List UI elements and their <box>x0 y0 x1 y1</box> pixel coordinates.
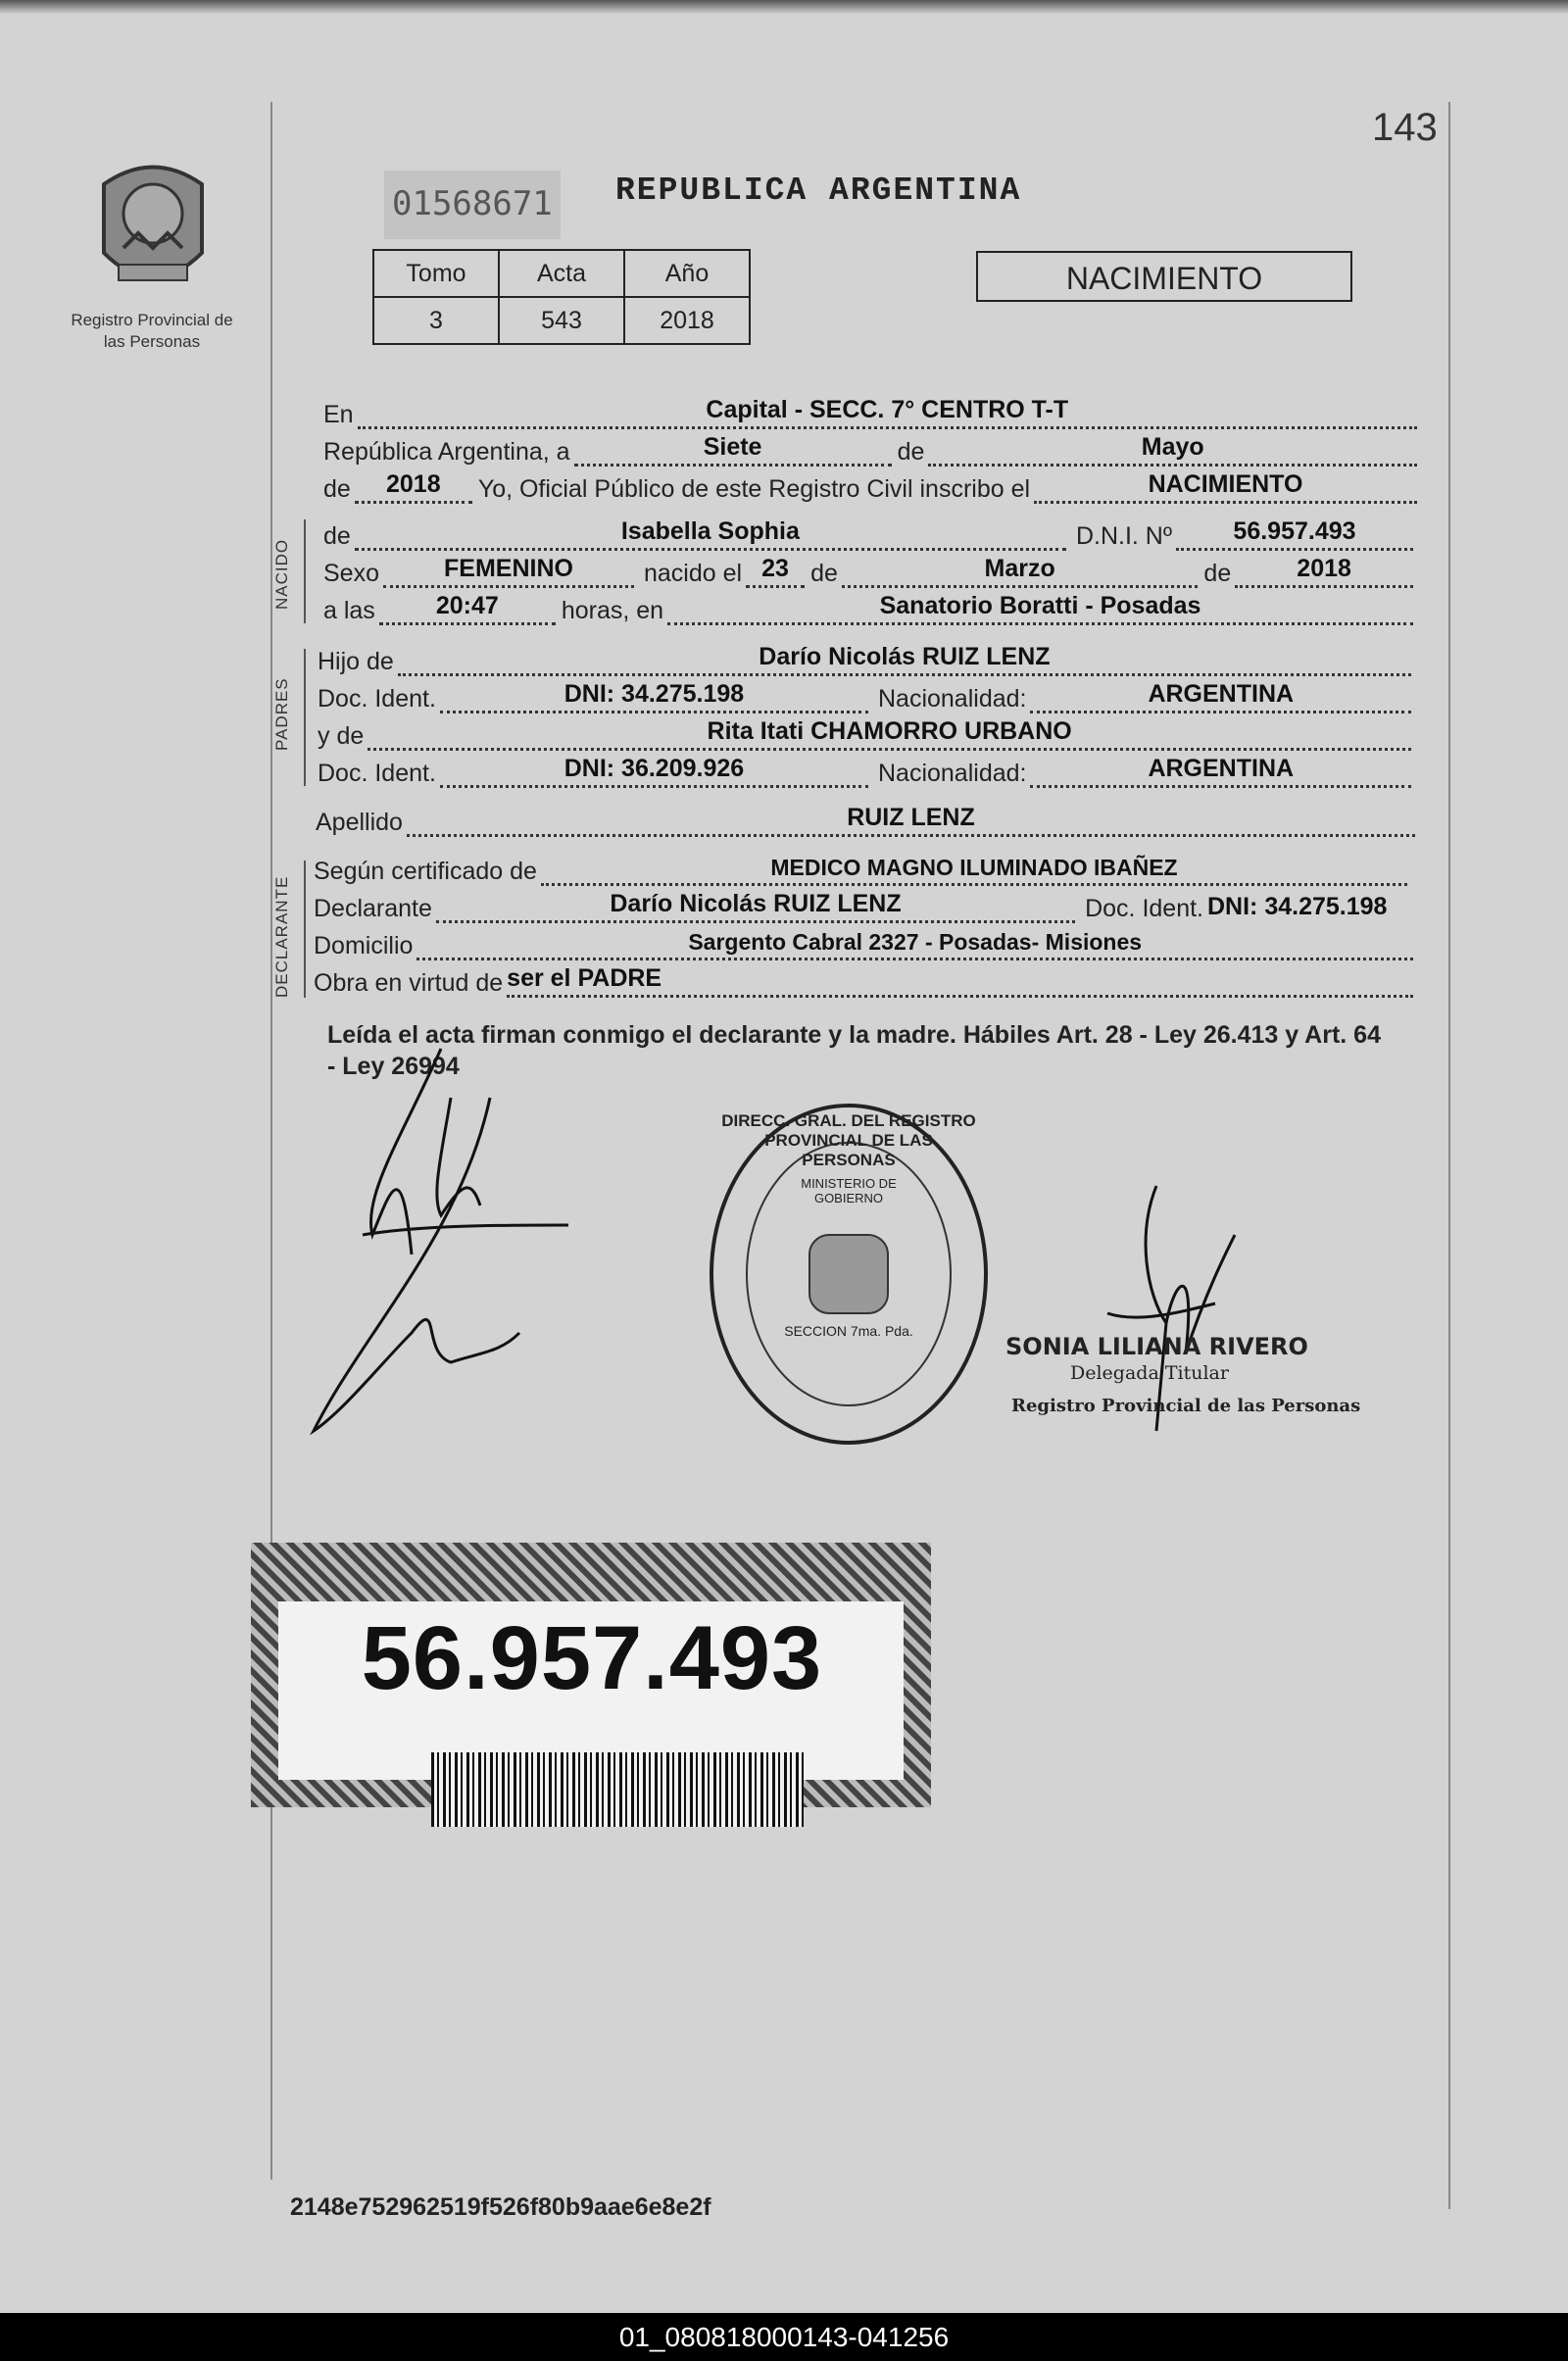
value-birth-place: Sanatorio Boratti - Posadas <box>879 592 1201 619</box>
value-day: Siete <box>703 433 762 461</box>
official-seal <box>702 1098 996 1451</box>
table-value-tomo: 3 <box>373 297 499 344</box>
value-sexo: FEMENINO <box>444 555 573 582</box>
row-obra <box>314 964 1413 998</box>
label-de-month: de <box>897 438 925 466</box>
row-date <box>323 433 1417 467</box>
row-sexo <box>323 555 1413 588</box>
page-number: 143 <box>1372 106 1438 149</box>
label-y-de: y de <box>318 722 365 750</box>
label-father-doc: Doc. Ident. <box>318 685 436 713</box>
register-label: Registro Provincial de las Personas <box>71 311 233 351</box>
row-time <box>323 592 1413 625</box>
seal-inner-text: MINISTERIO DE GOBIERNO <box>801 1176 897 1205</box>
padres-bracket <box>304 649 306 786</box>
label-horas-en: horas, en <box>561 597 664 624</box>
footer-code: 01_080818000143-041256 <box>0 2313 1568 2361</box>
label-de-birth-year: de <box>1203 560 1232 587</box>
nacido-bracket <box>304 519 306 623</box>
value-father-name: Darío Nicolás RUIZ LENZ <box>759 643 1051 670</box>
label-nacido-el: nacido el <box>643 560 743 587</box>
table-header-acta: Acta <box>499 250 624 297</box>
label-hijo-de: Hijo de <box>318 648 394 675</box>
label-en: En <box>323 401 354 428</box>
value-declarante: Darío Nicolás RUIZ LENZ <box>610 890 902 917</box>
label-a-las: a las <box>323 597 375 624</box>
label-dni: D.N.I. Nº <box>1075 522 1172 550</box>
scan-top-edge <box>0 0 1568 14</box>
row-domicilio <box>314 927 1413 960</box>
value-father-nationality: ARGENTINA <box>1148 680 1295 708</box>
row-name <box>323 517 1413 551</box>
value-mother-dni: DNI: 36.209.926 <box>564 755 745 782</box>
label-de-year: de <box>323 475 351 503</box>
label-declarante: Declarante <box>314 895 432 922</box>
row-declarante <box>314 890 1413 923</box>
label-de-name: de <box>323 522 351 550</box>
value-mother-name: Rita Itati CHAMORRO URBANO <box>707 717 1072 745</box>
table-header-ano: Año <box>624 250 750 297</box>
label-sexo: Sexo <box>323 560 379 587</box>
side-label-declarante: DECLARANTE <box>272 875 291 998</box>
hash-code: 2148e752962519f526f80b9aae6e8e2f <box>290 2193 711 2221</box>
label-oficial: Yo, Oficial Público de este Registro Civil inscribo el <box>477 475 1031 503</box>
header-title: REPUBLICA ARGENTINA <box>615 172 1022 209</box>
label-father-nationality: Nacionalidad: <box>877 685 1027 713</box>
row-y-de <box>318 717 1411 751</box>
official-name: SONIA LILIANA RIVERO <box>1005 1333 1308 1360</box>
table-value-acta: 543 <box>499 297 624 344</box>
value-obra: ser el PADRE <box>507 964 662 992</box>
declarant-signature <box>304 1039 588 1460</box>
row-hijo-de <box>318 643 1411 676</box>
value-birth-time: 20:47 <box>435 592 499 619</box>
row-apellido <box>316 804 1415 837</box>
label-domicilio: Domicilio <box>314 932 414 959</box>
label-mother-doc: Doc. Ident. <box>318 760 436 787</box>
value-declarante-dni: DNI: 34.275.198 <box>1207 893 1388 920</box>
label-declarante-doc: Doc. Ident. <box>1085 895 1203 922</box>
value-dni: 56.957.493 <box>1233 517 1356 545</box>
value-birth-year: 2018 <box>1297 555 1351 582</box>
left-margin-line <box>270 102 272 2180</box>
value-birth-month: Marzo <box>984 555 1055 582</box>
row-year <box>323 470 1417 504</box>
barcode-inner <box>278 1601 904 1780</box>
side-label-padres: PADRES <box>272 677 291 751</box>
value-surname: RUIZ LENZ <box>847 804 975 831</box>
record-table <box>372 249 751 345</box>
seal-text: DIRECC. GRAL. DEL REGISTRO PROVINCIAL DE LAS PERSONAS <box>721 1111 976 1169</box>
official-office: Registro Provincial de las Personas <box>1011 1396 1361 1416</box>
label-mother-nationality: Nacionalidad: <box>877 760 1027 787</box>
value-mother-nationality: ARGENTINA <box>1148 755 1295 782</box>
value-birth-day: 23 <box>761 555 789 582</box>
value-inscribo: NACIMIENTO <box>1148 470 1303 498</box>
official-title: Delegada Titular <box>1070 1362 1229 1384</box>
label-certificado: Según certificado de <box>314 858 537 885</box>
value-month: Mayo <box>1141 433 1204 461</box>
value-father-dni: DNI: 34.275.198 <box>564 680 745 708</box>
row-father-doc <box>318 680 1411 713</box>
value-en: Capital - SECC. 7° CENTRO T-T <box>706 396 1069 423</box>
value-year: 2018 <box>386 470 441 498</box>
value-certificado: MEDICO MAGNO ILUMINADO IBAÑEZ <box>770 855 1178 880</box>
declarante-bracket <box>304 861 306 998</box>
row-mother-doc <box>318 755 1411 788</box>
row-certificado <box>314 853 1407 886</box>
barcode-bars <box>431 1752 804 1827</box>
seal-section: SECCION 7ma. Pda. <box>784 1323 913 1339</box>
legal-text: Leída el acta firman conmigo el declarante y la madre. Hábiles Art. 28 - Ley 26.413 y Art. 64 - Ley 26994 <box>327 1021 1381 1080</box>
table-header-tomo: Tomo <box>373 250 499 297</box>
misiones-logo <box>84 155 221 302</box>
stamped-number: 01568671 <box>384 171 561 239</box>
label-de-birth-month: de <box>810 560 838 587</box>
label-apellido: Apellido <box>316 809 403 836</box>
record-type-box: NACIMIENTO <box>976 251 1352 302</box>
right-margin-line <box>1448 102 1450 2209</box>
row-en <box>323 396 1417 429</box>
label-republica: República Argentina, a <box>323 438 570 466</box>
barcode-number: 56.957.493 <box>361 1608 823 1708</box>
side-label-nacido: NACIDO <box>272 538 291 610</box>
label-obra: Obra en virtud de <box>314 969 504 997</box>
table-value-ano: 2018 <box>624 297 750 344</box>
value-name: Isabella Sophia <box>620 517 800 545</box>
value-domicilio: Sargento Cabral 2327 - Posadas- Misiones <box>688 929 1143 955</box>
barcode-label <box>251 1543 931 1807</box>
